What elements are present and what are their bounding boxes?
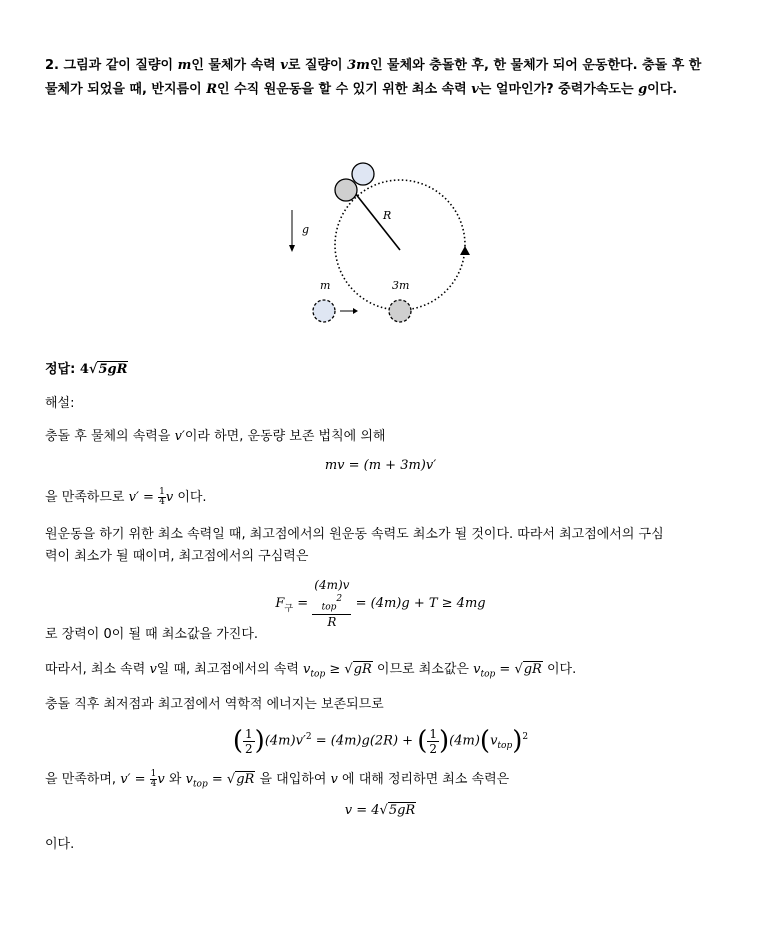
text: 이다. <box>542 662 577 677</box>
explanation-line-1 <box>45 427 385 447</box>
text: 에 대해 정리하면 최소 속력은 <box>337 772 510 787</box>
answer-radicand: 5gR <box>98 362 128 377</box>
denominator: 4 <box>150 779 157 789</box>
ball-top-gray <box>335 179 357 201</box>
question-segment: 는 얼마인가? 중력가속도는 <box>478 82 639 97</box>
ball-m <box>313 300 335 322</box>
radius-line <box>355 193 400 250</box>
numerator: 1 <box>150 769 157 779</box>
question-text <box>45 54 717 102</box>
math: (4m)v <box>314 578 350 592</box>
label-m: m <box>320 279 331 292</box>
radicand: gR <box>236 772 255 787</box>
fraction-half <box>427 727 439 756</box>
equation-centripetal: $F_구$ = (4m)v $_{top}^2$ R = (4m)g + T ≥ 4mg <box>275 578 486 630</box>
explanation-line-6: 따라서, 최소 속력 v일 때, 최고점에서의 속력 $v_{top} \ge √gR$ 이므로 최소값은 $v_{top} = √gR$ 이다. <box>45 662 577 680</box>
fraction-quarter <box>158 488 166 507</box>
math: (4m) <box>449 733 480 749</box>
text: 을 대입하여 <box>255 772 331 787</box>
ball-top-light <box>352 163 374 185</box>
math-var: m <box>177 58 192 73</box>
explanation-line-7: 충돌 직후 최저점과 최고점에서 역학적 에너지는 보존되므로 <box>45 697 384 712</box>
math-var: v <box>149 662 157 677</box>
subscript: top <box>192 779 208 790</box>
text: 이므로 최소값은 <box>372 662 474 677</box>
explanation-line-5: 로 장력이 0이 될 때 최소값을 가진다. <box>45 627 259 642</box>
velocity-arrow-head <box>353 308 358 314</box>
question-number: 2. <box>45 58 59 73</box>
label-3m: 3m <box>392 279 410 292</box>
math-var: v <box>330 772 338 787</box>
superscript: 2 <box>522 732 529 743</box>
numerator <box>312 578 351 615</box>
answer-label: 정답: <box>45 362 76 377</box>
math: v′ = <box>128 490 154 505</box>
math-var: v <box>303 662 311 677</box>
answer-line: 정답: 4√5gR <box>45 362 128 377</box>
explanation-line-9: 이다. <box>45 837 75 852</box>
collision-figure <box>280 155 480 330</box>
subscript: top <box>310 669 326 680</box>
radicand: 5gR <box>388 803 416 818</box>
explanation-line-2 <box>45 488 207 508</box>
math-var: v <box>165 490 174 505</box>
text: 일 때, 최고점에서의 속력 <box>156 662 304 677</box>
math-var: v <box>473 662 481 677</box>
radicand: gR <box>353 662 372 677</box>
ball-3m <box>389 300 411 322</box>
denominator: 2 <box>429 741 437 756</box>
math-var: v <box>185 772 193 787</box>
math-var: v <box>490 733 498 749</box>
equation-energy: ( $\frac{1}{2}$ )$(4m)v'^2 = (4m)g(2R)$ + ( $\frac{1}{2}$ )$(4m)(v_{top})^2$ <box>232 726 529 756</box>
numerator: 1 <box>429 726 437 741</box>
math: ≥ <box>325 662 345 677</box>
question-segment: 인 수직 원운동을 할 수 있기 위한 최소 속력 <box>217 82 472 97</box>
subscript: top <box>480 669 496 680</box>
explanation-line-8: 을 만족하며, v′ = $\frac{1}{4}$ v 와 $v_{top} = √gR$ 을 대입하여 v 에 대해 정리하면 최소 속력은 <box>45 769 510 790</box>
math: = (4m)g + T ≥ 4mg <box>355 596 486 612</box>
text: 이라 하면, 운동량 보존 법칙에 의해 <box>184 429 386 444</box>
text: 따라서, 최소 속력 <box>45 662 150 677</box>
denominator: 2 <box>245 741 253 756</box>
equation-result: v = 4√5gR <box>344 803 416 818</box>
question-segment: 그림과 같이 질량이 <box>63 58 178 73</box>
subscript: top <box>321 602 337 613</box>
subscript: top <box>497 741 513 752</box>
math: = (4m)g(2R) + <box>311 733 418 749</box>
superscript: 2 <box>336 594 343 604</box>
label-g: g <box>302 223 310 236</box>
numerator: 1 <box>159 487 165 497</box>
numerator: 1 <box>245 726 253 741</box>
superscript: 2 <box>305 732 312 743</box>
answer-coefficient: 4 <box>79 362 89 377</box>
math: v′ = <box>120 772 146 787</box>
math-var: v′ <box>174 429 185 444</box>
text: 와 <box>164 772 186 787</box>
fraction-centripetal <box>312 578 351 629</box>
math-var: v <box>157 772 165 787</box>
explanation-line-4: 력이 최소가 될 때이며, 최고점에서의 구심력은 <box>45 549 309 564</box>
math-var: F <box>275 596 285 612</box>
math: = <box>495 662 515 677</box>
text: 이다. <box>173 490 207 505</box>
direction-arrow <box>460 246 470 255</box>
math-var: v <box>471 82 479 97</box>
math: v = 4 <box>344 803 380 818</box>
denominator: R <box>327 615 337 630</box>
text: 충돌 후 물체의 속력을 <box>45 429 175 444</box>
radicand: gR <box>523 662 542 677</box>
explanation-line-3: 원운동을 하기 위한 최소 속력일 때, 최고점에서의 원운동 속력도 최소가 될 것이다. 따라서 최고점에서의 구심 <box>45 527 664 542</box>
question-segment: 인 물체가 속력 <box>191 58 281 73</box>
question-segment: 로 질량이 <box>287 58 348 73</box>
math-var: g <box>638 82 648 97</box>
question-segment: 인 물체와 충돌한 후, 한 물체가 되어 운동한다. 충돌 후 한 물체가 되었을 때, 반지름이 <box>45 58 702 97</box>
label-R: R <box>383 209 392 222</box>
math: (4m)v′ <box>264 733 306 749</box>
equation-momentum: mv = (m + 3m)v′ <box>324 458 437 473</box>
text: 을 만족하므로 <box>45 490 129 505</box>
fraction-half <box>243 727 255 756</box>
math: = <box>207 772 227 787</box>
denominator: 4 <box>159 497 165 507</box>
gravity-arrow-head <box>289 245 295 252</box>
question-segment: 이다. <box>647 82 678 97</box>
explanation-title: 해설: <box>45 396 75 411</box>
math-var: R <box>206 82 217 97</box>
text: 을 만족하며, <box>45 772 121 787</box>
subscript: 구 <box>284 603 294 614</box>
math-var: 3m <box>347 58 370 73</box>
math-var: v <box>280 58 288 73</box>
